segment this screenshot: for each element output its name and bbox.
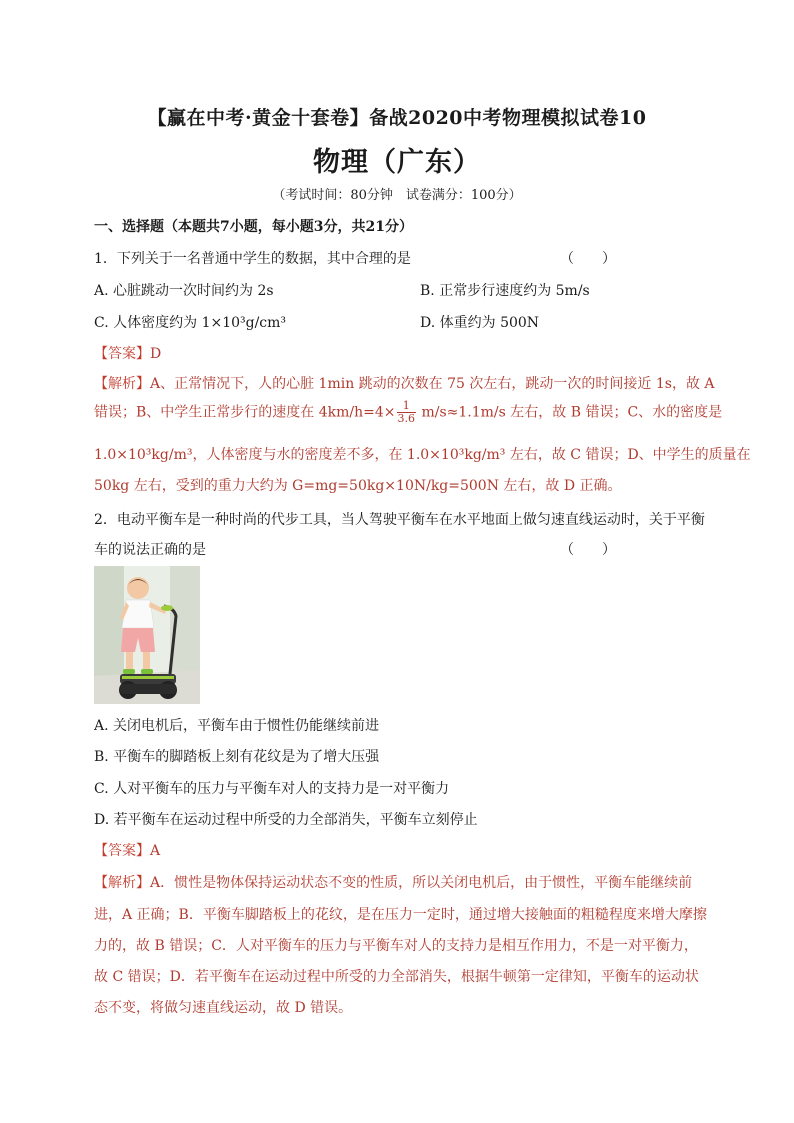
q1-answer-blank: （ ） <box>560 251 616 267</box>
explanation-text: A．惯性是物体保持运动状态不变的性质，所以关闭电机后，由于惯性，平衡车能继续前 <box>150 875 693 891</box>
explanation-text: A、正常情况下，人的心脏 1min 跳动的次数在 75 次左右，跳动一次的时间接近 1s，故 A <box>150 376 715 392</box>
explanation-label: 【解析】 <box>94 875 150 891</box>
explanation-text: 错误；B、中学生正常步行的速度在 4km/h=4× <box>94 404 396 421</box>
q2-stem-line-1: 2．电动平衡车是一种时尚的代步工具，当人驾驶平衡车在水平地面上做匀速直线运动时，关于平衡 <box>94 512 705 528</box>
q2-explanation-line-1 <box>94 872 704 892</box>
balance-scooter-photo <box>94 566 200 704</box>
q1-explanation-line-4: 50kg 左右，受到的重力大约为 G=mg=50kg×10N/kg=500N 左右，故 D 正确。 <box>94 478 622 494</box>
q1-option-a: A. 心脏跳动一次时间约为 2s <box>94 283 274 299</box>
q2-option-d: D. 若平衡车在运动过程中所受的力全部消失，平衡车立刻停止 <box>94 812 478 828</box>
q1-option-c: C. 人体密度约为 1×10³g/cm³ <box>94 315 287 331</box>
q1-answer <box>94 343 161 363</box>
q2-answer-blank: （ ） <box>560 542 616 558</box>
q1-explanation-line-1 <box>94 373 715 393</box>
paper-subtitle: 物理（广东） <box>313 147 481 178</box>
q2-option-a: A. 关闭电机后，平衡车由于惯性仍能继续前进 <box>94 718 380 734</box>
q2-option-c: C. 人对平衡车的压力与平衡车对人的支持力是一对平衡力 <box>94 781 450 797</box>
fraction-numerator: 1 <box>397 400 417 413</box>
q2-explanation-line-4: 故 C 错误；D．若平衡车在运动过程中所受的力全部消失，根据牛顿第一定律知，平衡车的运动状 <box>94 969 699 985</box>
q1-option-d: D. 体重约为 500N <box>420 315 540 331</box>
q1-explanation-line-3: 1.0×10³kg/m³，人体密度与水的密度差不多，在 1.0×10³kg/m³ 左右，故 C 错误；D、中学生的质量在 <box>94 447 751 463</box>
section-heading: 一、选择题（本题共7小题，每小题3分，共21分） <box>94 219 413 235</box>
exam-info: （考试时间：80分钟 试卷满分：100分） <box>272 188 522 203</box>
q1-option-b: B. 正常步行速度约为 5m/s <box>420 283 590 299</box>
explanation-label: 【解析】 <box>94 376 150 392</box>
q2-explanation-line-3: 力的，故 B 错误；C．人对平衡车的压力与平衡车对人的支持力是相互作用力，不是一对平衡力， <box>94 938 698 954</box>
answer-label: 【答案】 <box>94 346 150 362</box>
paper-title: 【赢在中考·黄金十套卷】备战2020中考物理模拟试卷10 <box>147 107 647 129</box>
answer-value: D <box>150 346 162 362</box>
q1-stem: 1．下列关于一名普通中学生的数据，其中合理的是 <box>94 251 411 267</box>
fraction-denominator: 3.6 <box>397 412 416 425</box>
answer-value: A <box>150 843 161 859</box>
answer-label: 【答案】 <box>94 843 150 859</box>
q2-explanation-line-2: 进，A 正确；B．平衡车脚踏板上的花纹，是在压力一定时，通过增大接触面的粗糙程度来增大摩擦 <box>94 907 707 923</box>
explanation-text: m/s≈1.1m/s 左右，故 B 错误；C、水的密度是 <box>417 404 723 421</box>
q2-explanation-line-5: 态不变，将做匀速直线运动，故 D 错误。 <box>94 1000 353 1016</box>
q1-explanation-line-2 <box>94 399 723 425</box>
q2-option-b: B. 平衡车的脚踏板上刻有花纹是为了增大压强 <box>94 749 380 765</box>
fraction <box>397 400 417 425</box>
q2-answer <box>94 840 160 860</box>
q2-stem-line-2: 车的说法正确的是 <box>94 542 206 558</box>
